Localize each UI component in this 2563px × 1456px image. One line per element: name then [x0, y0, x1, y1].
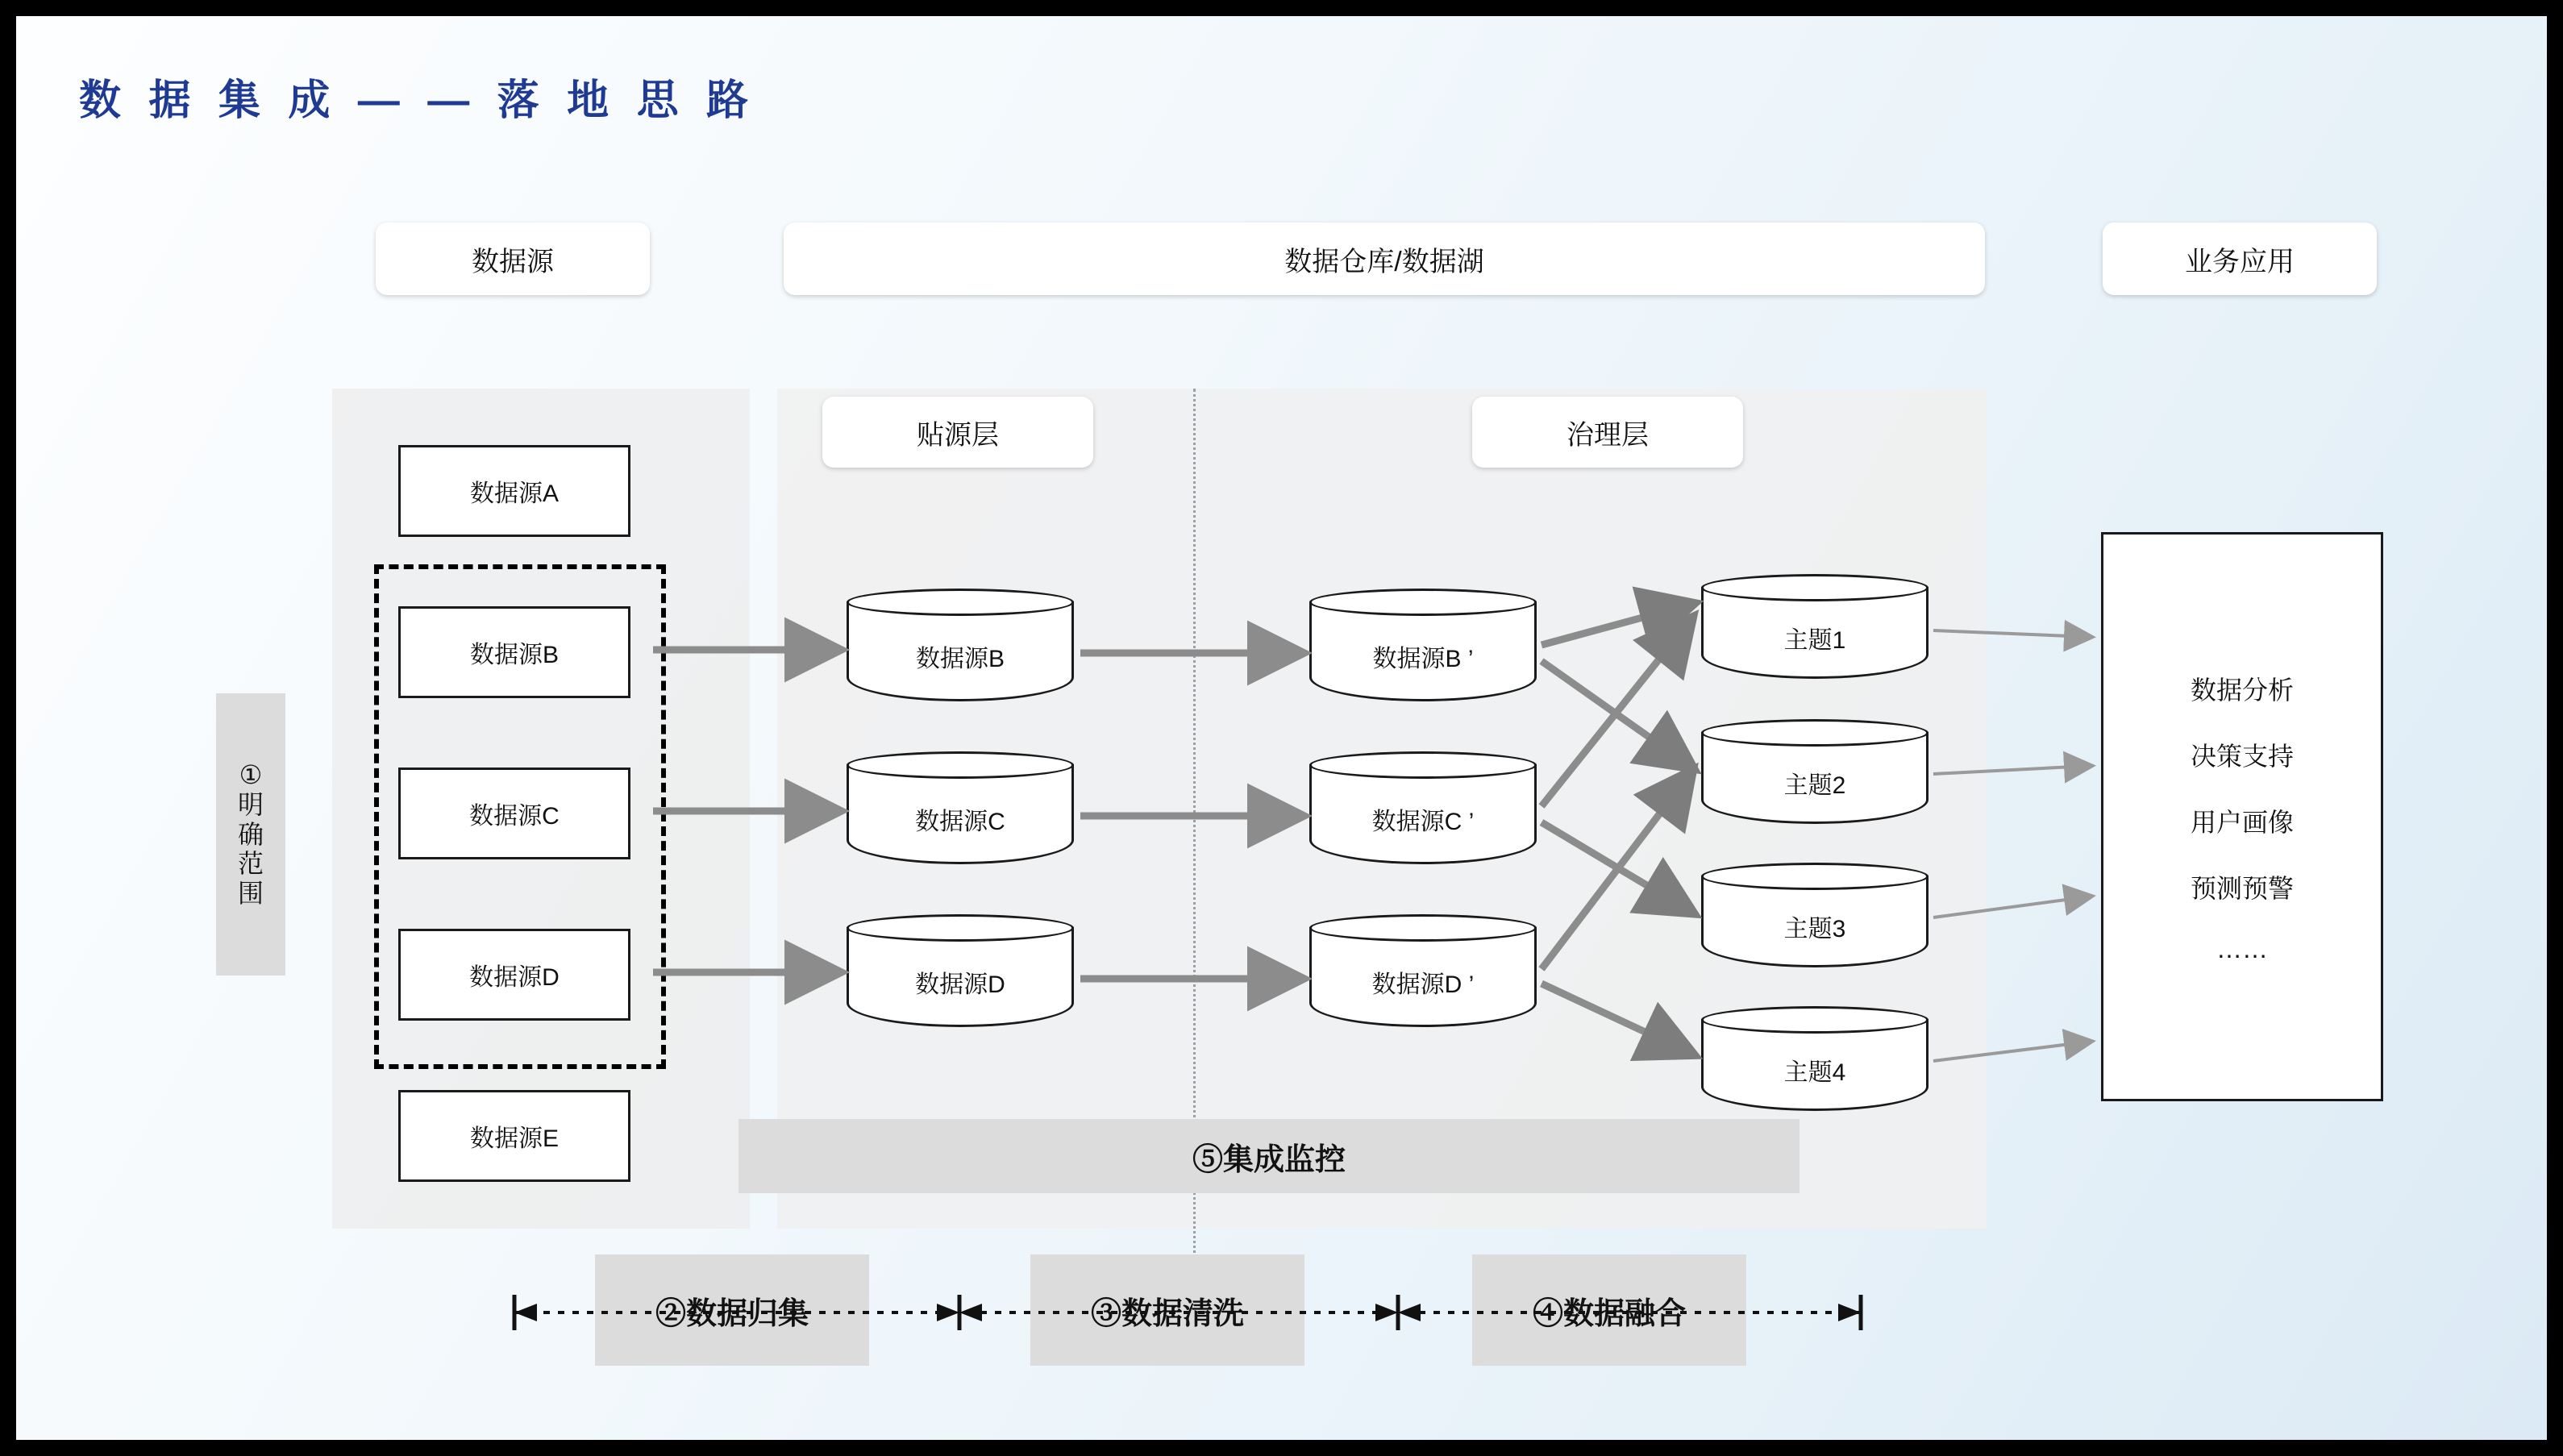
application-item-4: …… — [2216, 934, 2268, 963]
scope-index: ① — [239, 760, 263, 789]
source-box-b[interactable]: 数据源B — [398, 606, 630, 698]
governed-cylinder-d[interactable] — [1309, 914, 1537, 1027]
subject-cylinder-2-label: 主题2 — [1783, 772, 1846, 799]
scope-label — [216, 693, 285, 976]
governed-cylinder-c[interactable] — [1309, 751, 1537, 864]
slide-canvas — [16, 16, 2547, 1440]
application-list — [2101, 532, 2383, 1101]
governed-cylinder-c-label: 数据源C ’ — [1371, 809, 1475, 835]
application-item-1: 决策支持 — [2190, 741, 2294, 771]
header-warehouse: 数据仓库/数据湖 — [784, 223, 1985, 295]
subject-cylinder-3[interactable] — [1701, 863, 1928, 967]
subject-cylinder-4-label: 主题4 — [1783, 1059, 1846, 1086]
staging-cylinder-c[interactable] — [847, 751, 1074, 864]
governed-cylinder-d-label: 数据源D ’ — [1371, 971, 1475, 998]
scope-char-0: 明 — [237, 789, 264, 819]
staging-cylinder-d[interactable] — [847, 914, 1074, 1027]
stage-collect: ②数据归集 — [595, 1254, 869, 1366]
stage-clean: ③数据清洗 — [1030, 1254, 1304, 1366]
subject-cylinder-1[interactable] — [1701, 574, 1928, 679]
source-box-a[interactable]: 数据源A — [398, 445, 630, 537]
layer-governance: 治理层 — [1472, 397, 1743, 468]
governed-cylinder-b-label: 数据源B ’ — [1372, 646, 1474, 672]
staging-cylinder-b-label: 数据源B — [915, 646, 1005, 672]
scope-char-3: 围 — [237, 879, 264, 909]
source-box-c[interactable]: 数据源C — [398, 768, 630, 859]
governed-cylinder-b[interactable] — [1309, 589, 1537, 701]
staging-cylinder-c-label: 数据源C — [915, 809, 1005, 835]
scope-char-1: 确 — [237, 819, 264, 849]
subject-cylinder-1-label: 主题1 — [1783, 627, 1846, 654]
application-item-0: 数据分析 — [2190, 675, 2294, 705]
staging-cylinder-b[interactable] — [847, 589, 1074, 701]
scope-char-2: 范 — [237, 849, 264, 879]
staging-cylinder-d-label: 数据源D — [915, 971, 1005, 998]
subject-cylinder-4[interactable] — [1701, 1006, 1928, 1111]
page-title: 数 据 集 成 — — 落 地 思 路 — [79, 77, 757, 124]
header-source: 数据源 — [376, 223, 650, 295]
layer-staging: 贴源层 — [822, 397, 1093, 468]
header-application: 业务应用 — [2103, 223, 2377, 295]
application-item-3: 预测预警 — [2190, 873, 2294, 903]
application-item-2: 用户画像 — [2190, 807, 2294, 837]
stage-fusion: ④数据融合 — [1472, 1254, 1746, 1366]
subject-cylinder-2[interactable] — [1701, 719, 1928, 824]
subject-cylinder-3-label: 主题3 — [1783, 916, 1846, 942]
source-box-d[interactable]: 数据源D — [398, 929, 630, 1021]
monitor-bar: ⑤集成监控 — [739, 1119, 1800, 1193]
source-box-e[interactable]: 数据源E — [398, 1090, 630, 1182]
